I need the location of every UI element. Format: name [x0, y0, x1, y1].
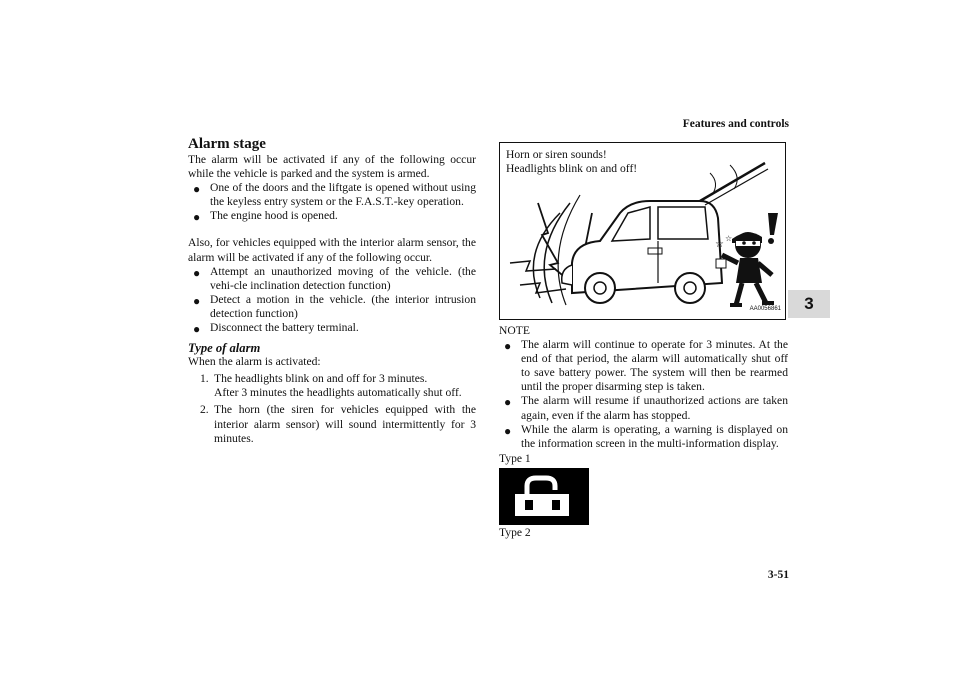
bullet-icon: ● [504, 423, 512, 438]
bullet-icon: ● [193, 293, 201, 308]
note-label: NOTE [499, 324, 530, 337]
interior-sensor-paragraph: Also, for vehicles equipped with the interior alarm sensor, the alarm will be activated if any of the following occur. [188, 236, 476, 264]
running-header: Features and controls [682, 118, 789, 130]
right-column [499, 142, 788, 540]
bullet-icon: ● [193, 322, 201, 337]
illustration-caption: Horn or siren sounds! Headlights blink on and off! [506, 148, 638, 175]
list-item: ● Attempt an unauthorized moving of the vehicle. (the vehi-cle inclination detection function) [193, 264, 476, 292]
bullet-icon: ● [193, 182, 201, 197]
step-number: 1. [200, 372, 209, 386]
subsection-title: Type of alarm [188, 341, 261, 356]
chapter-tab: 3 [788, 290, 830, 318]
list-item: ● The alarm will continue to operate for 3 minutes. At the end of that period, the alarm will automatically shut off to save battery power. The system will then be rearmed until the proper disarming step is taken. [504, 338, 788, 394]
bullet-icon: ● [504, 339, 512, 354]
list-item: ● While the alarm is operating, a warning is displayed on the information screen in the multi-information display. [504, 422, 788, 450]
list-item: ● Disconnect the battery terminal. [193, 321, 359, 337]
left-column [188, 136, 476, 446]
list-item: ● Detect a motion in the vehicle. (the interior intrusion detection function) [193, 292, 476, 320]
section-title: Alarm stage [188, 136, 266, 152]
step-item [188, 372, 476, 400]
list-item: ● The alarm will resume if unauthorized actions are taken again, even if the alarm has stopped. [504, 394, 788, 422]
step-text: The headlights blink on and off for 3 minutes. [214, 372, 428, 386]
step-text: The horn (the siren for vehicles equipped with the interior alarm sensor) will sound intermittently for 3 minutes. [214, 403, 476, 445]
list-item: ● One of the doors and the liftgate is opened without using the keyless entry system or the F.A.S.T.-key operation. [193, 181, 476, 209]
page-number: 3-51 [767, 569, 789, 581]
step-number: 2. [200, 403, 209, 417]
intro-paragraph: The alarm will be activated if any of the following occur while the vehicle is parked and the system is armed. [188, 153, 476, 181]
illustration-code: AA0056861 [749, 305, 781, 312]
note-list [499, 338, 788, 451]
bullet-icon: ● [504, 395, 512, 410]
type2-label: Type 2 [499, 525, 531, 539]
bullet-icon: ● [193, 265, 201, 280]
alarm-steps [188, 372, 476, 445]
when-activated-text: When the alarm is activated: [188, 355, 321, 369]
svg-text:☆: ☆ [715, 239, 724, 250]
svg-text:☆: ☆ [725, 234, 733, 243]
list-item: ● The engine hood is opened. [193, 209, 338, 225]
interior-trigger-list [188, 265, 476, 335]
alarm-illustration [499, 142, 786, 320]
unlocked-padlock-icon [499, 468, 589, 525]
bullet-icon: ● [193, 210, 201, 225]
type1-label: Type 1 [499, 451, 531, 465]
step-subtext: After 3 minutes the headlights automatically shut off. [214, 386, 462, 400]
trigger-list [188, 181, 476, 223]
step-item [188, 403, 476, 445]
